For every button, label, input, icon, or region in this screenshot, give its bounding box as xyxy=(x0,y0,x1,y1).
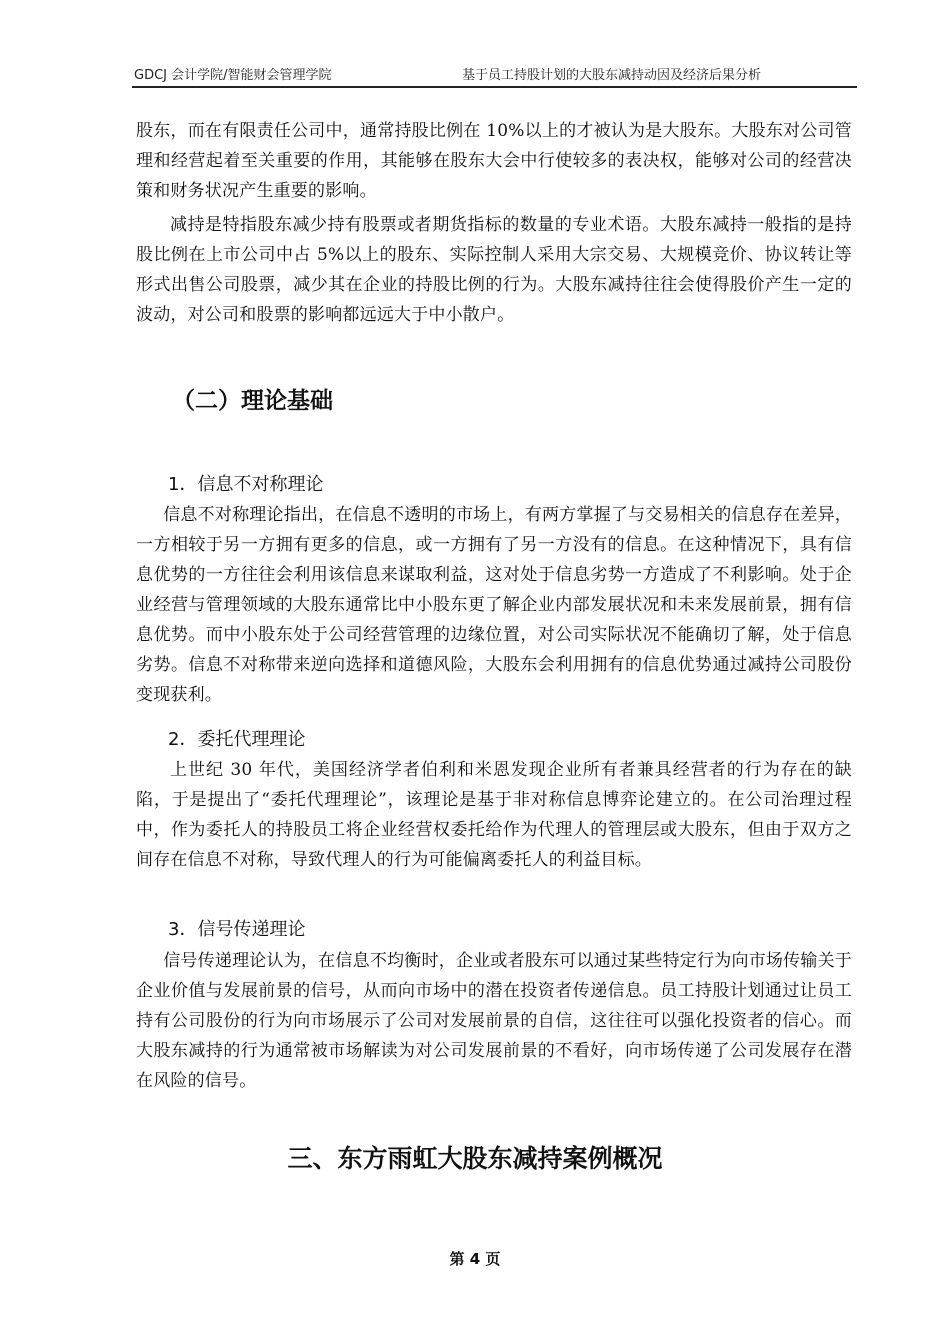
paragraph-reduction-definition: 减持是特指股东减少持有股票或者期货指标的数量的专业术语。大股东减持一般指的是持股比例在上市公司中占 5%以上的股东、实际控制人采用大宗交易、大规模竞价、协议转让等形式出售公司股票，减少其在企业的持股比例的行为。大股东减持往往会使得股价产生一定的波动，对公司和股票的影响都远远大于中小散户。 xyxy=(136,215,852,325)
header-paper-title: 基于员工持股计划的大股东减持动因及经济后果分析 xyxy=(462,68,762,83)
header-institution: GDCJ 会计学院/智能财会管理学院 xyxy=(134,68,332,83)
section-title-theory-basis: （二）理论基础 xyxy=(172,388,333,414)
page-header xyxy=(132,66,857,88)
subsection-title-signaling: 3．信号传递理论 xyxy=(168,919,306,940)
page-number: 第 4 页 xyxy=(449,1250,501,1268)
chapter-title-case-overview: 三、东方雨虹大股东减持案例概况 xyxy=(287,1144,663,1173)
paragraph-signaling: 信号传递理论认为，在信息不均衡时，企业或者股东可以通过某些特定行为向市场传输关于企业价值与发展前景的信号，从而向市场中的潜在投资者传递信息。员工持股计划通过让员工持有公司股份的行为向市场展示了公司对发展前景的自信，这往往可以强化投资者的信心。而大股东减持的行为通常被市场解读为对公司发展前景的不看好，向市场传递了公司发展存在潜在风险的信号。 xyxy=(136,951,852,1091)
paragraph-information-asymmetry: 信息不对称理论指出，在信息不透明的市场上，有两方掌握了与交易相关的信息存在差异，一方相较于另一方拥有更多的信息，或一方拥有了另一方没有的信息。在这种情况下，具有信息优势的一方往往会利用该信息来谋取利益，这对处于信息劣势一方造成了不利影响。处于企业经营与管理领域的大股东通常比中小股东更了解企业内部发展状况和未来发展前景，拥有信息优势。而中小股东处于公司经营管理的边缘位置，对公司实际状况不能确切了解，处于信息劣势。信息不对称带来逆向选择和道德风险，大股东会利用拥有的信息优势通过减持公司股份变现获利。 xyxy=(136,505,852,705)
subsection-title-principal-agent: 2．委托代理理论 xyxy=(168,729,306,750)
subsection-title-information-asymmetry: 1．信息不对称理论 xyxy=(168,474,324,495)
paragraph-large-shareholder-definition: 股东，而在有限责任公司中，通常持股比例在 10%以上的才被认为是大股东。大股东对公司管理和经营起着至关重要的作用，其能够在股东大会中行使较多的表决权，能够对公司的经营决策和财务状况产生重要的影响。 xyxy=(136,121,852,201)
paragraph-principal-agent: 上世纪 30 年代，美国经济学者伯利和米恩发现企业所有者兼具经营者的行为存在的缺陷，于是提出了“委托代理理论”，该理论是基于非对称信息博弈论建立的。在公司治理过程中，作为委托人的持股员工将企业经营权委托给作为代理人的管理层或大股东，但由于双方之间存在信息不对称，导致代理人的行为可能偏离委托人的利益目标。 xyxy=(136,760,852,870)
